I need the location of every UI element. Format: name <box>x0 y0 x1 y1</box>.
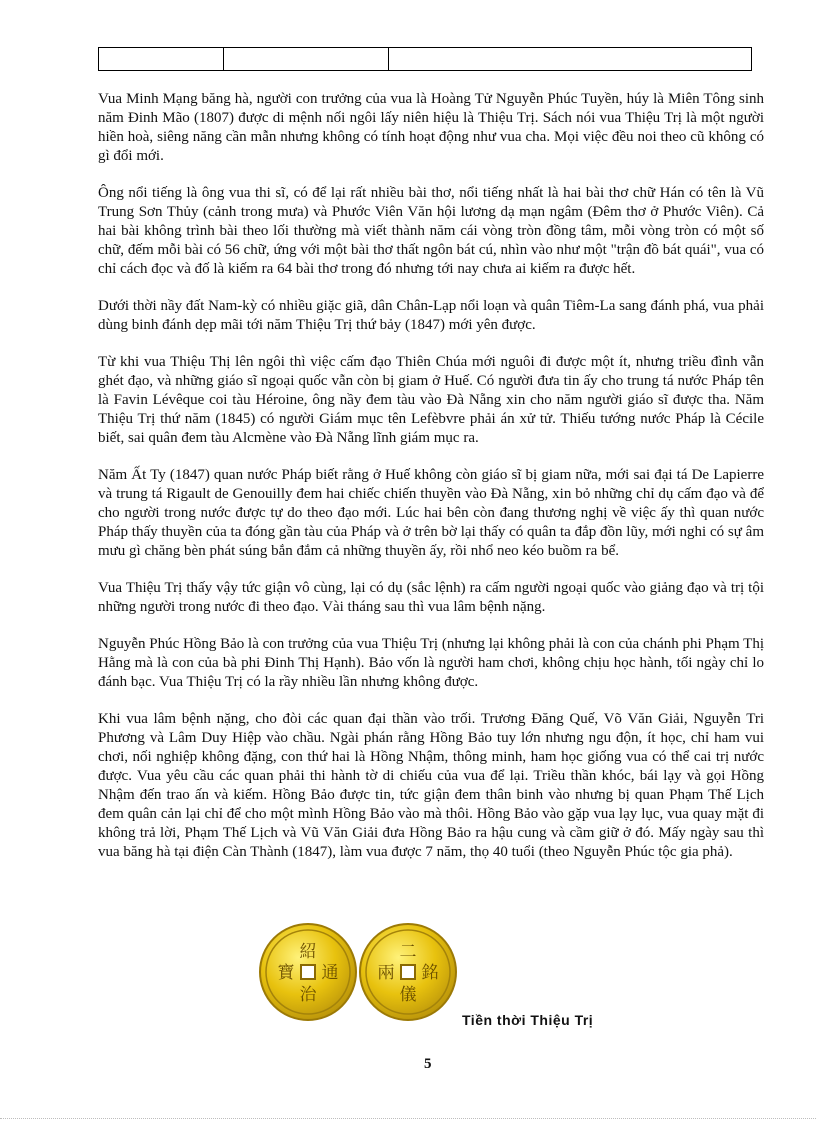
coin-left-char-right: 通 <box>321 963 339 983</box>
coin-right-char-top: 二 <box>399 942 417 962</box>
paragraph: Nguyễn Phúc Hồng Bảo là con trưởng của vua Thiệu Trị (nhưng lại không phải là con của chánh phi Phạm Thị Hằng mà là con của bà phi Đinh Thị Hạnh). Bảo vốn là người ham chơi, không chịu học hành, tối ngày chỉ lo đánh bạc. Vua Thiệu Trị có la rầy nhiều lần nhưng không được. <box>98 636 764 690</box>
coin-illustration <box>258 922 458 1022</box>
coin-right-char-right: 銘 <box>421 963 439 983</box>
coin-left-char-top: 紹 <box>299 942 317 962</box>
paragraph: Ông nổi tiếng là ông vua thi sĩ, có để lại rất nhiều bài thơ, nổi tiếng nhất là hai bài thơ chữ Hán có tên là Vũ Trung Sơn Thủy (cảnh trong mưa) và Phước Viên Văn hội lương dạ mạn ngâm (Đêm thơ ở Phước Viên). Cả hai bài không trình bài theo lối thường mà viết thành năm cái vòng tròn đồng tâm, mỗi vòng tròn có một số chữ, đếm mỗi bài có 56 chữ, ứng với một bài thơ thất ngôn bát cú, nhìn vào như một "trận đồ bát quái", vua có chỉ cách đọc và đố là kiếm ra 64 bài thơ trong đó nhưng tới nay chưa ai kiếm ra được hết. <box>98 185 764 277</box>
top-table-fragment <box>98 47 752 71</box>
coin-left <box>260 924 356 1020</box>
page-number: 5 <box>424 1056 432 1072</box>
page-bottom-rule <box>0 1118 816 1119</box>
article-body <box>98 90 764 880</box>
table-cell <box>224 48 389 71</box>
table-cell <box>389 48 752 71</box>
paragraph: Năm Ất Ty (1847) quan nước Pháp biết rằng ở Huế không còn giáo sĩ bị giam nữa, mới sai đại tá De Lapierre và trung tá Rigault de Genouilly đem hai chiếc chiến thuyền vào Đà Nẵng, xin bỏ những chỉ dụ cấm đạo và để cho người trong nước được tự do theo đạo mới. Lúc hai bên còn đang thương nghị về việc ấy thì quan nước Pháp thấy thuyền của ta đóng gần tàu của Pháp và ở trên bờ lại thấy có quân ta đắp đồn lũy, mới nghi có sự âm mưu gì chăng bèn phát súng bắn đắm cả những thuyền ấy, rồi nhổ neo kéo buồm ra bể. <box>98 467 764 559</box>
coin-caption: Tiền thời Thiệu Trị <box>462 1012 594 1028</box>
coin-left-char-bottom: 治 <box>299 985 317 1005</box>
coin-left-char-left: 寶 <box>277 963 295 983</box>
paragraph: Từ khi vua Thiệu Thị lên ngôi thì việc cấm đạo Thiên Chúa mới nguôi đi được một ít, nhưng triều đình vẫn ghét đạo, và những giáo sĩ ngoại quốc vẫn còn bị giam ở Huế. Có người đưa tin ấy cho trung tá nước Pháp tên là Favin Lévêque coi tàu Héroine, ông nầy đem tàu vào Đà Nẵng xin cho năm người giáo sĩ được tha. Năm Thiệu Trị thứ năm (1845) có người Giám mục tên Lefèbvre phải án xử tử. Thiếu tướng nước Pháp là Cécile biết, sai quân đem tàu Alcmène vào Đà Nẵng lĩnh giám mục ra. <box>98 354 764 446</box>
coin-right <box>360 924 456 1020</box>
paragraph: Khi vua lâm bệnh nặng, cho đòi các quan đại thần vào trối. Trương Đăng Quế, Võ Văn Giải, Nguyễn Tri Phương và Lâm Duy Hiệp vào chầu. Ngài phán rằng Hồng Bảo tuy lớn nhưng ngu độn, ít học, chỉ ham vui chơi, nối nghiệp không đặng, con thứ hai là Hồng Nhậm, thông minh, ham học giống vua có thể cai trị nước được. Vua yêu cầu các quan phải thi hành tờ di chiếu của vua để lại. Triều thần khóc, bái lạy và gọi Hồng Nhậm đến trao ấn và kiếm. Hồng Bảo được tin, tức giận đem thân binh vào nhưng bị quan Phạm Thế Lịch đem quân cản lại chỉ để cho một mình Hồng Bảo vào mà thôi. Hồng Bảo vào gặp vua lạy lục, vua quay mặt đi không trả lời, Phạm Thế Lịch và Vũ Văn Giải đưa Hồng Bảo ra hậu cung và cầm giữ ở đó. Mấy ngày sau thì vua băng hà tại điện Càn Thành (1847), làm vua được 7 năm, thọ 40 tuổi (theo Nguyễn Phúc tộc gia phả). <box>98 711 764 860</box>
paragraph: Dưới thời nầy đất Nam-kỳ có nhiều giặc giã, dân Chân-Lạp nổi loạn và quân Tiêm-La sang đánh phá, vua phải dùng binh đánh dẹp mãi tới năm Thiệu Trị thứ bảy (1847) mới yên được. <box>98 298 764 333</box>
paragraph: Vua Thiệu Trị thấy vậy tức giận vô cùng, lại có dụ (sắc lệnh) ra cấm người ngoại quốc vào giảng đạo và trị tội những người trong nước đi theo đạo. Vài tháng sau thì vua lâm bệnh nặng. <box>98 580 764 615</box>
paragraph: Vua Minh Mạng băng hà, người con trưởng của vua là Hoàng Tử Nguyễn Phúc Tuyền, húy là Miên Tông sinh năm Đinh Mão (1807) được di mệnh nối ngôi lấy niên hiệu là Thiệu Trị. Sách nói vua Thiệu Trị là một người hiền hoà, siêng năng cần mẫn nhưng không có tính hoạt động như vua cha. Mọi việc đều noi theo cũ không có gì đổi mới. <box>98 91 764 164</box>
coin-right-char-bottom: 儀 <box>399 985 417 1005</box>
coin-right-char-left: 兩 <box>377 963 395 983</box>
table-cell <box>99 48 224 71</box>
